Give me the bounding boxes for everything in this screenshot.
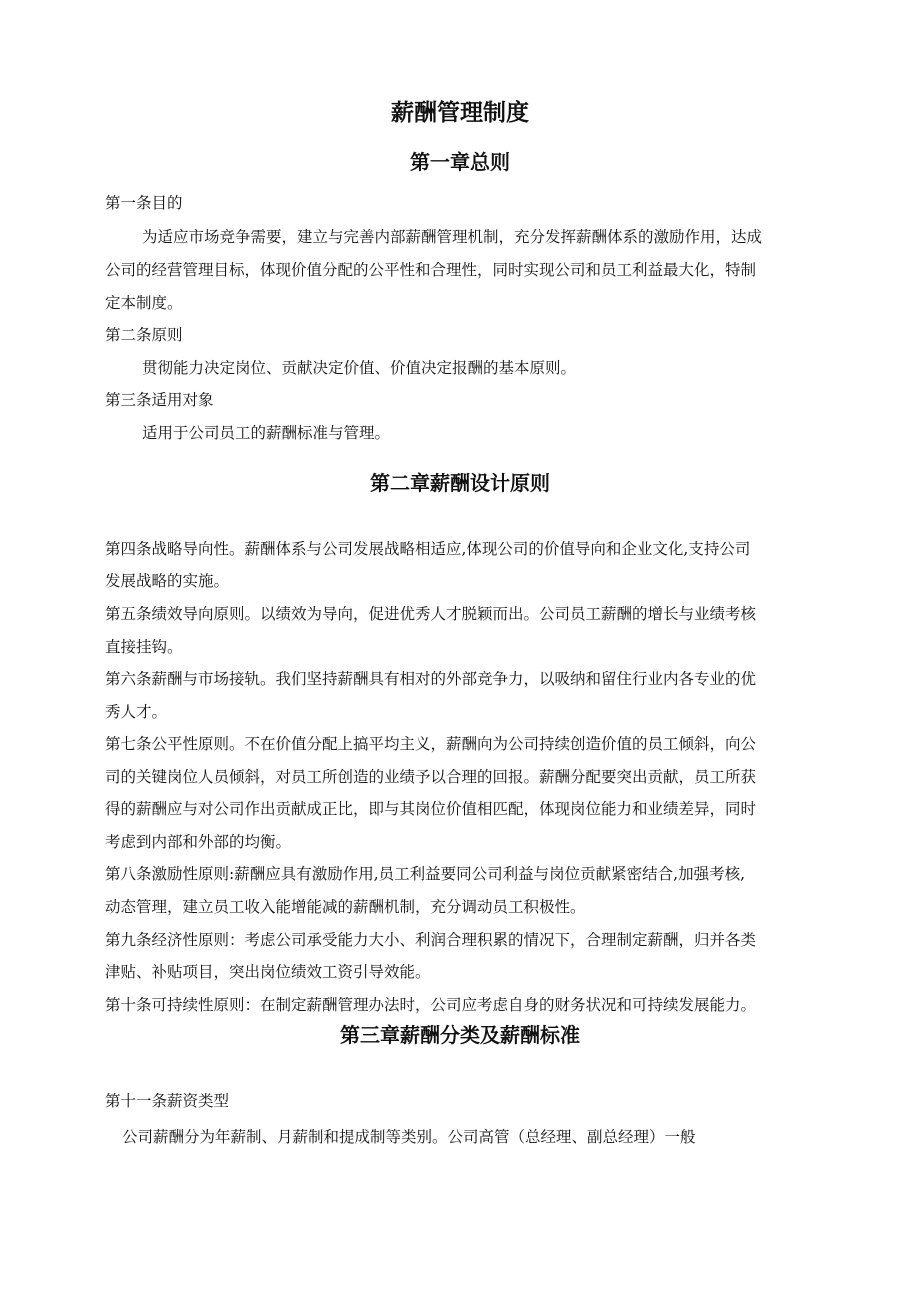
article-7-line: 司的关键岗位人员倾斜，对员工所创造的业绩予以合理的回报。薪酬分配要突出贡献，员工所获 [105,768,757,786]
article-7-line: 得的薪酬应与对公司作出贡献成正比，即与其岗位价值相匹配，体现岗位能力和业绩差异，同时 [105,800,757,818]
article-2-text: 贯彻能力决定岗位、贡献决定价值、价值决定报酬的基本原则。 [142,359,577,377]
article-1-line: 公司的经营管理目标，体现价值分配的公平性和合理性，同时实现公司和员工利益最大化，特制 [105,261,757,279]
article-11-title: 第十一条薪资类型 [105,1092,230,1110]
article-5-line: 直接挂钩。 [105,638,183,656]
article-4-line: 第四条战略导向性。薪酬体系与公司发展战略相适应,体现公司的价值导向和企业文化,支持公司 [105,540,751,558]
article-1-title: 第一条目的 [105,194,183,212]
article-1-line: 定本制度。 [105,294,183,312]
chapter-2-heading: 第二章薪酬设计原则 [370,471,550,495]
article-9-line: 第九条经济性原则：考虑公司承受能力大小、利润合理积累的情况下，合理制定薪酬，归并各类 [105,931,757,949]
article-6-line: 秀人才。 [105,703,168,721]
article-1-line: 为适应市场竞争需要，建立与完善内部薪酬管理机制，充分发挥薪酬体系的激励作用，达成 [142,228,763,246]
article-2-title: 第二条原则 [105,326,183,344]
document-title: 薪酬管理制度 [391,99,529,126]
article-7-line: 考虑到内部和外部的均衡。 [105,833,292,851]
article-8-line: 动态管理，建立员工收入能增能减的薪酬机制，充分调动员工积极性。 [105,898,586,916]
article-9-line: 津贴、补贴项目，突出岗位绩效工资引导效能。 [105,963,431,981]
article-11-text: 公司薪酬分为年薪制、月薪制和提成制等类别。公司高管（总经理、副总经理）一般 [122,1128,696,1146]
article-3-text: 适用于公司员工的薪酬标准与管理。 [142,424,391,442]
article-5-line: 第五条绩效导向原则。以绩效为导向，促进优秀人才脱颖而出。公司员工薪酬的增长与业绩考核 [105,605,757,623]
article-8-line: 第八条激励性原则:薪酬应具有激励作用,员工利益要同公司利益与岗位贡献紧密结合,加强考核, [105,865,746,883]
article-6-line: 第六条薪酬与市场接轨。我们坚持薪酬具有相对的外部竞争力，以吸纳和留住行业内各专业的优 [105,670,757,688]
article-10-text: 第十条可持续性原则：在制定薪酬管理办法时，公司应考虑自身的财务状况和可持续发展能力。 [105,996,757,1014]
article-4-line: 发展战略的实施。 [105,572,230,590]
chapter-1-heading: 第一章总则 [410,150,510,174]
chapter-3-heading: 第三章薪酬分类及薪酬标准 [340,1023,580,1047]
article-7-line: 第七条公平性原则。不在价值分配上搞平均主义，薪酬向为公司持续创造价值的员工倾斜，向公 [105,735,757,753]
article-3-title: 第三条适用对象 [105,391,214,409]
